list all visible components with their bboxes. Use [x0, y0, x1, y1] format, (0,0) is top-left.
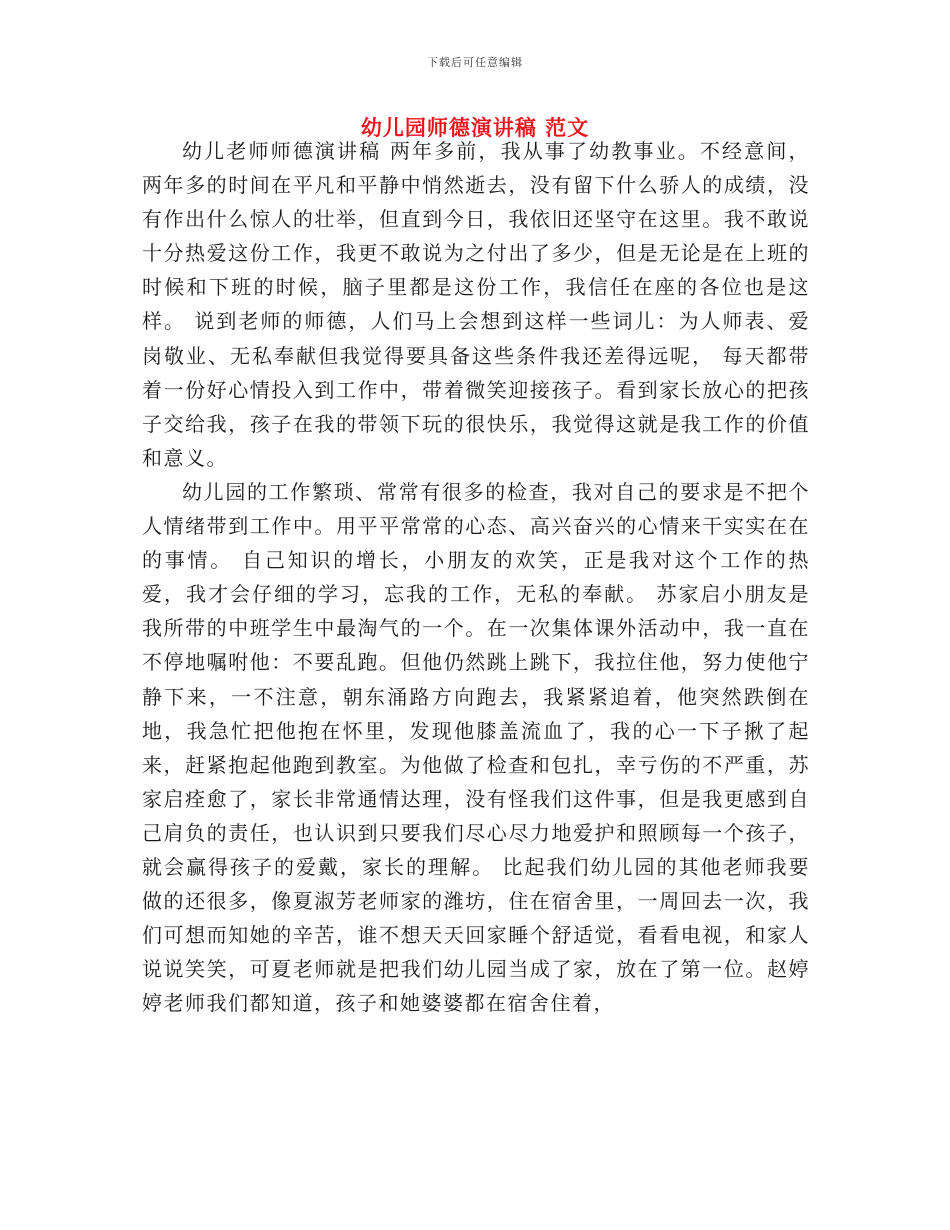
document-body [142, 134, 810, 1020]
document-title: 幼儿园师德演讲稿 范文 [360, 115, 590, 140]
page-header-note: 下载后可任意编辑 [427, 56, 523, 69]
paragraph-2: 幼儿园的工作繁琐、常常有很多的检查，我对自己的要求是不把个人情绪带到工作中。用平平常常的心态、高兴奋兴的心情来干实实在在的事情。 自己知识的增长，小朋友的欢笑，正是我对这个工作的热爱，我才会仔细的学习，忘我的工作，无私的奉献。 苏家启小朋友是我所带的中班学生中最淘气的一个。在一次集体课外活动中，我一直在不停地嘱咐他：不要乱跑。但他仍然跳上跳下，我拉住他，努力使他宁静下来，一不注意，朝东涌路方向跑去，我紧紧追着，他突然跌倒在地，我急忙把他抱在怀里，发现他膝盖流血了，我的心一下子揪了起来，赶紧抱起他跑到教室。为他做了检查和包扎，幸亏伤的不严重，苏家启痊愈了，家长非常通情达理，没有怪我们这件事，但是我更感到自己肩负的责任，也认识到只要我们尽心尽力地爱护和照顾每一个孩子，就会赢得孩子的爱戴，家长的理解。 比起我们幼儿园的其他老师我要做的还很多，像夏淑芳老师家的潍坊，住在宿舍里，一周回去一次，我们可想而知她的辛苦，谁不想天天回家睡个舒适觉，看看电视，和家人说说笑笑，可夏老师就是把我们幼儿园当成了家，放在了第一位。赵婷婷老师我们都知道，孩子和她婆婆都在宿舍住着， [142, 479, 810, 1016]
paragraph-1: 幼儿老师师德演讲稿 两年多前，我从事了幼教事业。不经意间，两年多的时间在平凡和平静中悄然逝去，没有留下什么骄人的成绩，没有作出什么惊人的壮举，但直到今日，我依旧还坚守在这里。我不敢说十分热爱这份工作，我更不敢说为之付出了多少，但是无论是在上班的时候和下班的时候，脑子里都是这份工作，我信任在座的各位也是这样。 说到老师的师德，人们马上会想到这样一些词儿：为人师表、爱岗敬业、无私奉献但我觉得要具备这些条件我还差得远呢， 每天都带着一份好心情投入到工作中，带着微笑迎接孩子。看到家长放心的把孩子交给我，孩子在我的带领下玩的很快乐，我觉得这就是我工作的价值和意义。 [142, 139, 810, 470]
